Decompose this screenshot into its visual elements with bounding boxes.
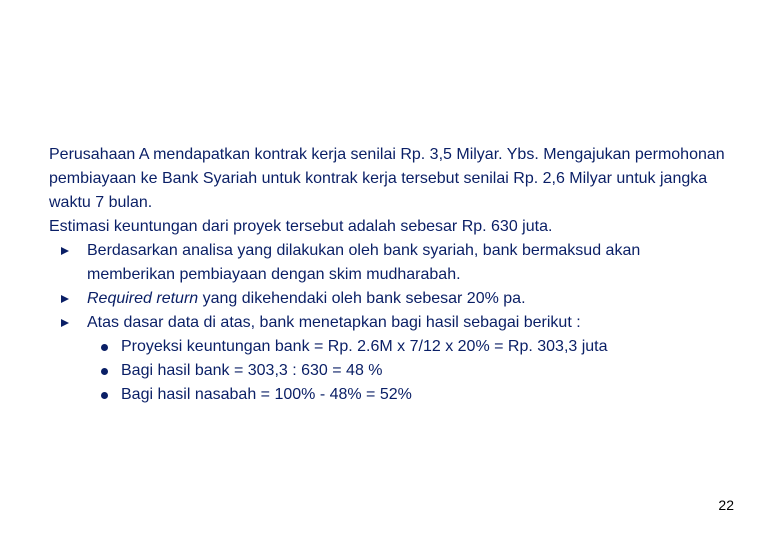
intro-paragraph: Perusahaan A mendapatkan kontrak kerja senilai Rp. 3,5 Milyar. Ybs. Mengajukan permohonan pembiayaan ke Bank Syariah untuk kontrak kerja tersebut senilai Rp. 2,6 Milyar untuk jangka waktu 7 bulan. [49,146,725,211]
triangle-right-icon [61,319,69,327]
triangle-right-icon [61,295,69,303]
bullet-text: Berdasarkan analisa yang dilakukan oleh bank syariah, bank bermaksud akan memberikan pembiayaan dengan skim mudharabah. [87,242,641,283]
bullet-item [49,311,729,335]
slide-content [49,143,729,407]
bullet-text: yang dikehendaki oleh bank sebesar 20% pa. [198,290,526,307]
sub-bullet-item [49,335,729,359]
estimate-paragraph: Estimasi keuntungan dari proyek tersebut adalah sebesar Rp. 630 juta. [49,218,553,235]
sub-bullet-item [49,359,729,383]
page-number: 22 [718,497,734,513]
bullet-item [49,239,729,287]
dot-icon [101,392,108,399]
sub-bullet-text: Bagi hasil bank = 303,3 : 630 = 48 % [121,362,383,379]
bullet-item [49,287,729,311]
dot-icon [101,368,108,375]
bullet-italic-text: Required return [87,290,199,307]
bullet-text: Atas dasar data di atas, bank menetapkan bagi hasil sebagai berikut : [87,314,581,331]
sub-bullet-text: Proyeksi keuntungan bank = Rp. 2.6M x 7/12 x 20% = Rp. 303,3 juta [121,338,608,355]
triangle-right-icon [61,247,69,255]
sub-bullet-item [49,383,729,407]
dot-icon [101,344,108,351]
sub-bullet-text: Bagi hasil nasabah = 100% - 48% = 52% [121,386,412,403]
